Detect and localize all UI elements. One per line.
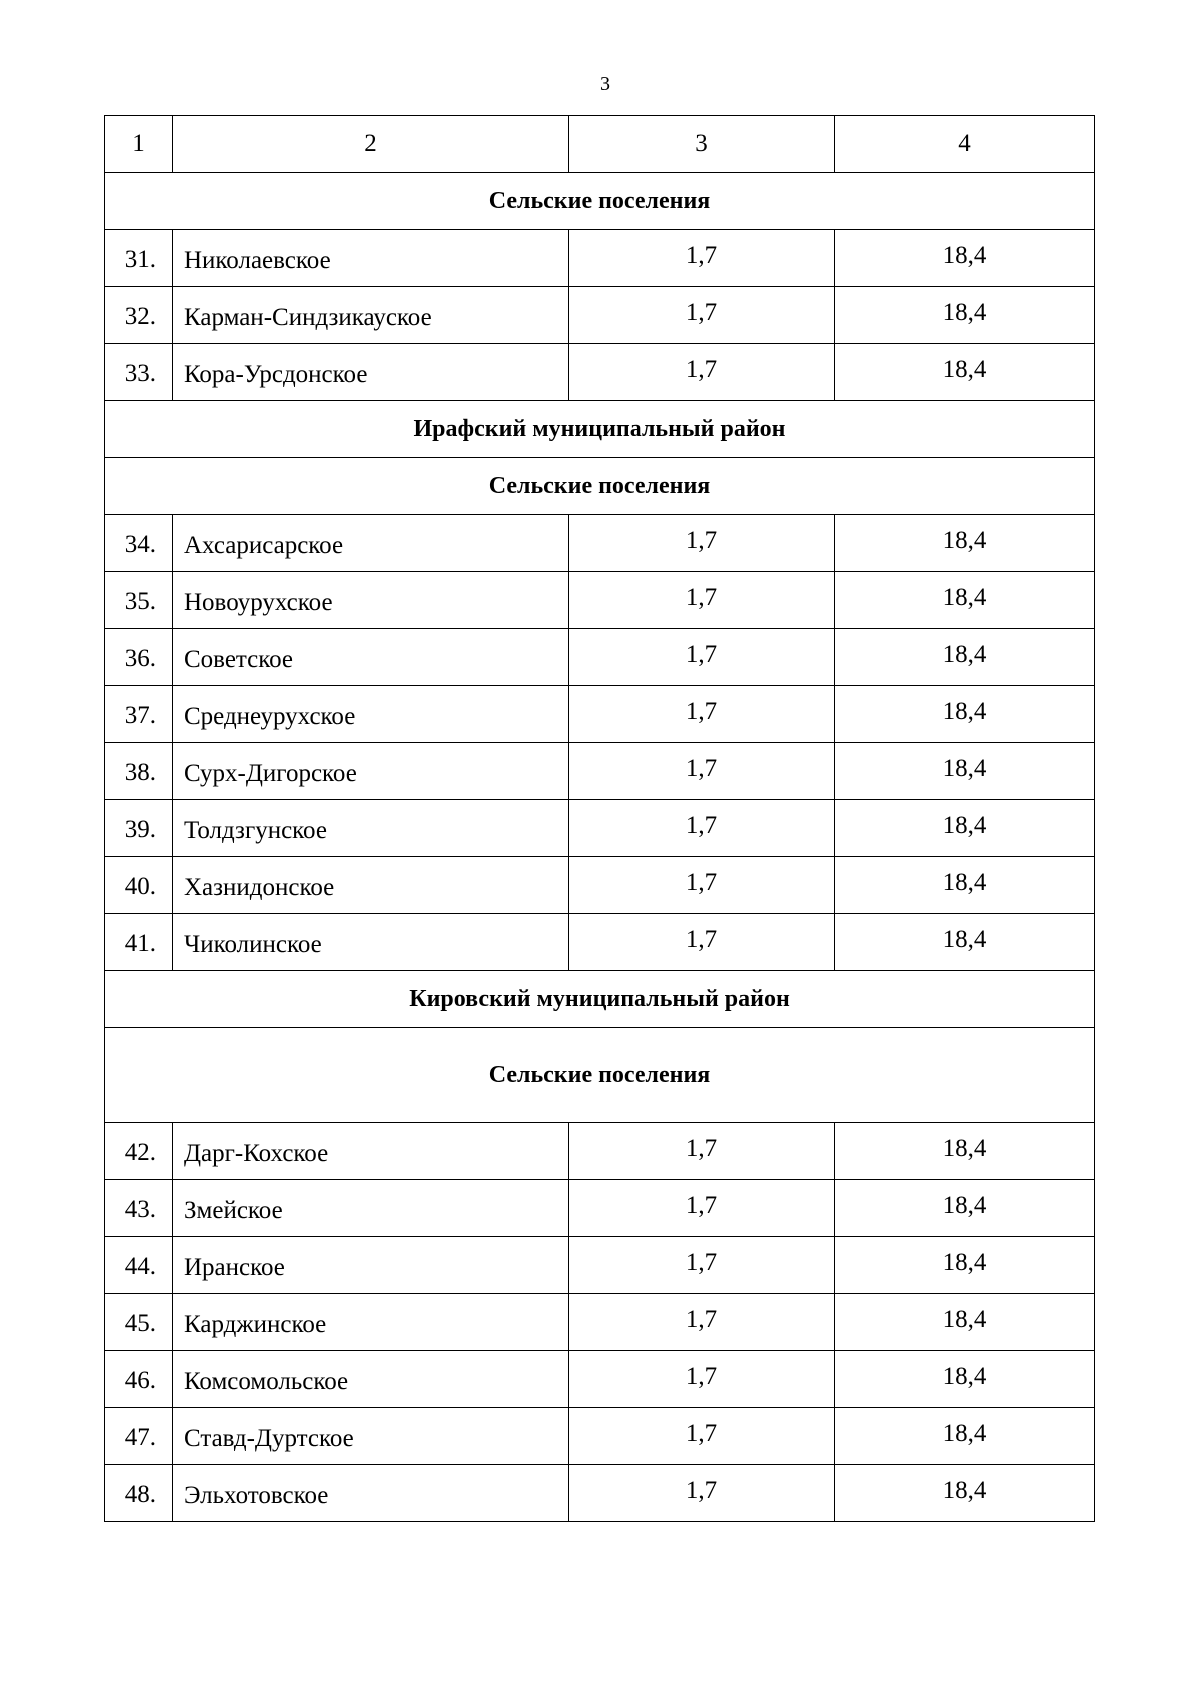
section-row <box>105 1028 1095 1123</box>
row-number: 47. <box>105 1408 173 1465</box>
table-row <box>105 287 1095 344</box>
table-row <box>105 686 1095 743</box>
value-col-3: 1,7 <box>569 686 835 743</box>
table-row <box>105 515 1095 572</box>
value-col-4: 18,4 <box>835 344 1095 401</box>
settlement-name: Комсомольское <box>173 1351 569 1408</box>
value-col-4: 18,4 <box>835 1465 1095 1522</box>
value-col-4: 18,4 <box>835 686 1095 743</box>
value-col-3: 1,7 <box>569 1294 835 1351</box>
settlement-name: Эльхотовское <box>173 1465 569 1522</box>
section-row <box>105 173 1095 230</box>
settlement-name: Карджинское <box>173 1294 569 1351</box>
row-number: 34. <box>105 515 173 572</box>
row-number: 48. <box>105 1465 173 1522</box>
settlement-name: Карман-Синдзикауское <box>173 287 569 344</box>
settlement-name: Чиколинское <box>173 914 569 971</box>
row-number: 31. <box>105 230 173 287</box>
row-number: 32. <box>105 287 173 344</box>
value-col-4: 18,4 <box>835 800 1095 857</box>
settlement-name: Кора-Урсдонское <box>173 344 569 401</box>
header-cell-3: 3 <box>569 116 835 173</box>
value-col-4: 18,4 <box>835 1123 1095 1180</box>
value-col-3: 1,7 <box>569 1123 835 1180</box>
settlement-name: Иранское <box>173 1237 569 1294</box>
table-row <box>105 344 1095 401</box>
value-col-3: 1,7 <box>569 1237 835 1294</box>
section-row <box>105 458 1095 515</box>
table-row <box>105 230 1095 287</box>
value-col-4: 18,4 <box>835 287 1095 344</box>
table-row <box>105 800 1095 857</box>
settlement-name: Толдзгунское <box>173 800 569 857</box>
settlement-name: Советское <box>173 629 569 686</box>
table-row <box>105 1123 1095 1180</box>
value-col-3: 1,7 <box>569 800 835 857</box>
row-number: 33. <box>105 344 173 401</box>
value-col-3: 1,7 <box>569 1465 835 1522</box>
value-col-4: 18,4 <box>835 914 1095 971</box>
table-body <box>105 116 1095 1522</box>
table-row <box>105 1180 1095 1237</box>
value-col-4: 18,4 <box>835 230 1095 287</box>
header-cell-1: 1 <box>105 116 173 173</box>
row-number: 46. <box>105 1351 173 1408</box>
value-col-3: 1,7 <box>569 914 835 971</box>
value-col-4: 18,4 <box>835 515 1095 572</box>
value-col-3: 1,7 <box>569 629 835 686</box>
settlement-name: Сурх-Дигорское <box>173 743 569 800</box>
settlement-name: Ахсарисарское <box>173 515 569 572</box>
value-col-3: 1,7 <box>569 287 835 344</box>
value-col-4: 18,4 <box>835 629 1095 686</box>
table-row <box>105 857 1095 914</box>
value-col-3: 1,7 <box>569 1351 835 1408</box>
section-row <box>105 971 1095 1028</box>
table-row <box>105 1465 1095 1522</box>
page-number: 3 <box>600 73 610 95</box>
value-col-3: 1,7 <box>569 857 835 914</box>
table-row <box>105 743 1095 800</box>
table-row <box>105 1351 1095 1408</box>
row-number: 43. <box>105 1180 173 1237</box>
settlement-name: Ставд-Дуртское <box>173 1408 569 1465</box>
value-col-3: 1,7 <box>569 1180 835 1237</box>
value-col-4: 18,4 <box>835 572 1095 629</box>
settlements-table <box>104 115 1095 1522</box>
section-title: Кировский муниципальный район <box>105 971 1095 1028</box>
settlement-name: Дарг-Кохское <box>173 1123 569 1180</box>
table-row <box>105 1237 1095 1294</box>
value-col-3: 1,7 <box>569 1408 835 1465</box>
header-row <box>105 116 1095 173</box>
section-row <box>105 401 1095 458</box>
row-number: 44. <box>105 1237 173 1294</box>
header-cell-2: 2 <box>173 116 569 173</box>
row-number: 37. <box>105 686 173 743</box>
value-col-4: 18,4 <box>835 1294 1095 1351</box>
header-cell-4: 4 <box>835 116 1095 173</box>
table-row <box>105 572 1095 629</box>
value-col-3: 1,7 <box>569 230 835 287</box>
row-number: 42. <box>105 1123 173 1180</box>
settlement-name: Змейское <box>173 1180 569 1237</box>
value-col-4: 18,4 <box>835 1408 1095 1465</box>
row-number: 45. <box>105 1294 173 1351</box>
table-row <box>105 914 1095 971</box>
value-col-4: 18,4 <box>835 1351 1095 1408</box>
section-title: Сельские поселения <box>105 1028 1095 1123</box>
section-title: Ирафский муниципальный район <box>105 401 1095 458</box>
row-number: 35. <box>105 572 173 629</box>
value-col-3: 1,7 <box>569 572 835 629</box>
section-title: Сельские поселения <box>105 173 1095 230</box>
table-row <box>105 1294 1095 1351</box>
value-col-3: 1,7 <box>569 515 835 572</box>
row-number: 39. <box>105 800 173 857</box>
value-col-4: 18,4 <box>835 857 1095 914</box>
settlement-name: Хазнидонское <box>173 857 569 914</box>
table-row <box>105 1408 1095 1465</box>
table-row <box>105 629 1095 686</box>
row-number: 40. <box>105 857 173 914</box>
value-col-4: 18,4 <box>835 743 1095 800</box>
settlement-name: Новоурухское <box>173 572 569 629</box>
section-title: Сельские поселения <box>105 458 1095 515</box>
value-col-4: 18,4 <box>835 1237 1095 1294</box>
settlement-name: Среднеурухское <box>173 686 569 743</box>
row-number: 38. <box>105 743 173 800</box>
value-col-3: 1,7 <box>569 344 835 401</box>
value-col-4: 18,4 <box>835 1180 1095 1237</box>
value-col-3: 1,7 <box>569 743 835 800</box>
row-number: 36. <box>105 629 173 686</box>
row-number: 41. <box>105 914 173 971</box>
settlement-name: Николаевское <box>173 230 569 287</box>
